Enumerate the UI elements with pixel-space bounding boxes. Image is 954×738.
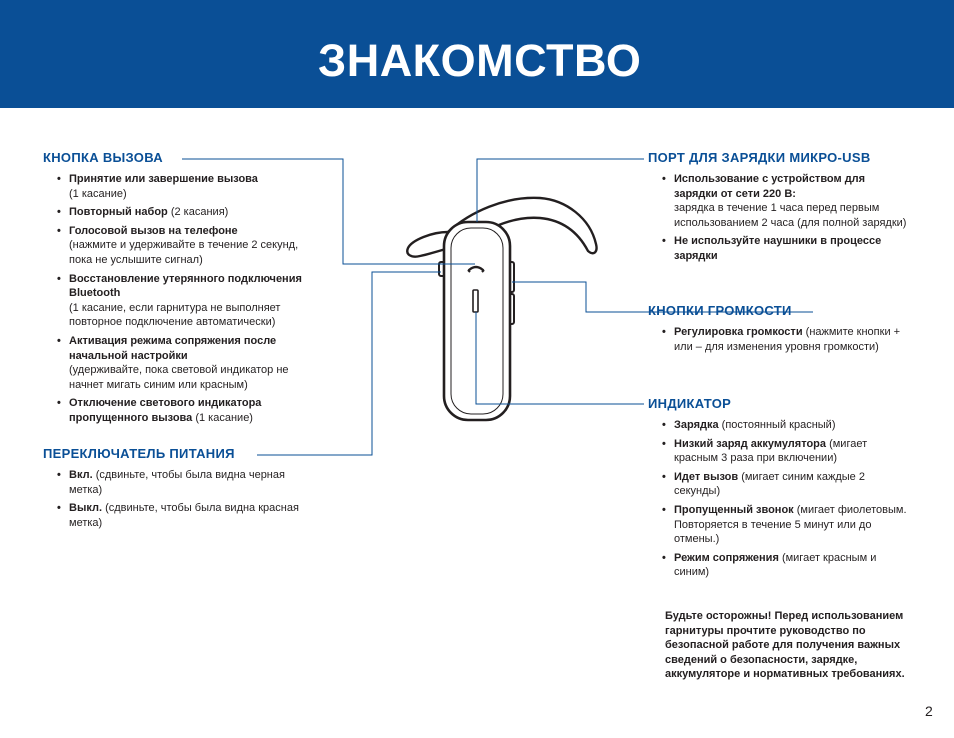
list-item: • Вкл. (сдвиньте, чтобы была видна черная метка) xyxy=(43,468,308,497)
headset-inner-outline xyxy=(451,228,503,414)
power-switch-list xyxy=(43,468,308,530)
list-item: • Голосовой вызов на телефоне (нажмите и удерживайте в течение 2 секунд, пока не услышите сигнал) xyxy=(43,224,308,268)
page-number: 2 xyxy=(925,703,933,719)
indicator-section xyxy=(648,396,908,584)
list-item: • Идет вызов (мигает синим каждые 2 секунды) xyxy=(648,470,908,499)
indicator-list xyxy=(648,418,908,580)
phone-handset-icon xyxy=(469,267,483,270)
volume-section xyxy=(648,303,908,358)
list-item: • Зарядка (постоянный красный) xyxy=(648,418,908,433)
callout-usb-port xyxy=(477,159,644,222)
indicator-heading: ИНДИКАТОР xyxy=(648,396,732,411)
list-item: • Выкл. (сдвиньте, чтобы была видна красная метка) xyxy=(43,501,308,530)
ear-hook xyxy=(448,198,597,253)
title-banner xyxy=(0,0,954,108)
list-item: • Регулировка громкости (нажмите кнопки + или – для изменения уровня громкости) xyxy=(648,325,908,354)
volume-button-upper xyxy=(508,262,514,292)
volume-button-lower xyxy=(508,294,514,324)
led-indicator xyxy=(473,290,478,312)
list-item: • Пропущенный звонок (мигает фиолетовым. Повторяется в течение 5 минут или до отмены.) xyxy=(648,503,908,547)
list-item: • Принятие или завершение вызова (1 касание) xyxy=(43,172,308,201)
power-switch-nub xyxy=(439,262,445,276)
list-item: • Режим сопряжения (мигает красным и синим) xyxy=(648,551,908,580)
call-button-heading: КНОПКА ВЫЗОВА xyxy=(43,150,163,165)
usb-port-list xyxy=(648,172,908,264)
usb-port-heading: ПОРТ ДЛЯ ЗАРЯДКИ МИКРО-USB xyxy=(648,150,871,165)
call-button-section xyxy=(43,150,308,430)
list-item: • Повторный набор (2 касания) xyxy=(43,205,308,220)
list-item: • Активация режима сопряжения после начальной настройки (удерживайте, пока световой индикатор не начнет мигать синим или красным) xyxy=(43,334,308,392)
list-item: • Не используйте наушники в процессе зарядки xyxy=(648,234,908,263)
power-switch-heading: ПЕРЕКЛЮЧАТЕЛЬ ПИТАНИЯ xyxy=(43,446,235,461)
power-switch-section xyxy=(43,446,308,534)
page-title: ЗНАКОМСТВО xyxy=(318,35,642,86)
headset-body xyxy=(444,222,510,420)
volume-heading: КНОПКИ ГРОМКОСТИ xyxy=(648,303,792,318)
list-item: • Использование с устройством для зарядки от сети 220 В: зарядка в течение 1 часа перед первым использованием 2 часа (для полной зарядки) xyxy=(648,172,908,230)
list-item: • Отключение светового индикатора пропущенного вызова (1 касание) xyxy=(43,396,308,425)
ear-hook-tip xyxy=(407,232,456,257)
call-button-list xyxy=(43,172,308,426)
volume-list xyxy=(648,325,908,354)
caution-note: Будьте осторожны! Перед использованием гарнитуры прочтите руководство по безопасной работе для получения важных сведений о безопасности, зарядке, аккумуляторе и нормативных требованиях. xyxy=(665,610,905,681)
usb-port-section xyxy=(648,150,908,268)
callout-indicator xyxy=(476,312,644,404)
list-item: • Низкий заряд аккумулятора (мигает красным 3 раза при включении) xyxy=(648,437,908,466)
list-item: • Восстановление утерянного подключения Bluetooth (1 касание, если гарнитура не выполняет повторное подключение автоматически) xyxy=(43,272,308,330)
